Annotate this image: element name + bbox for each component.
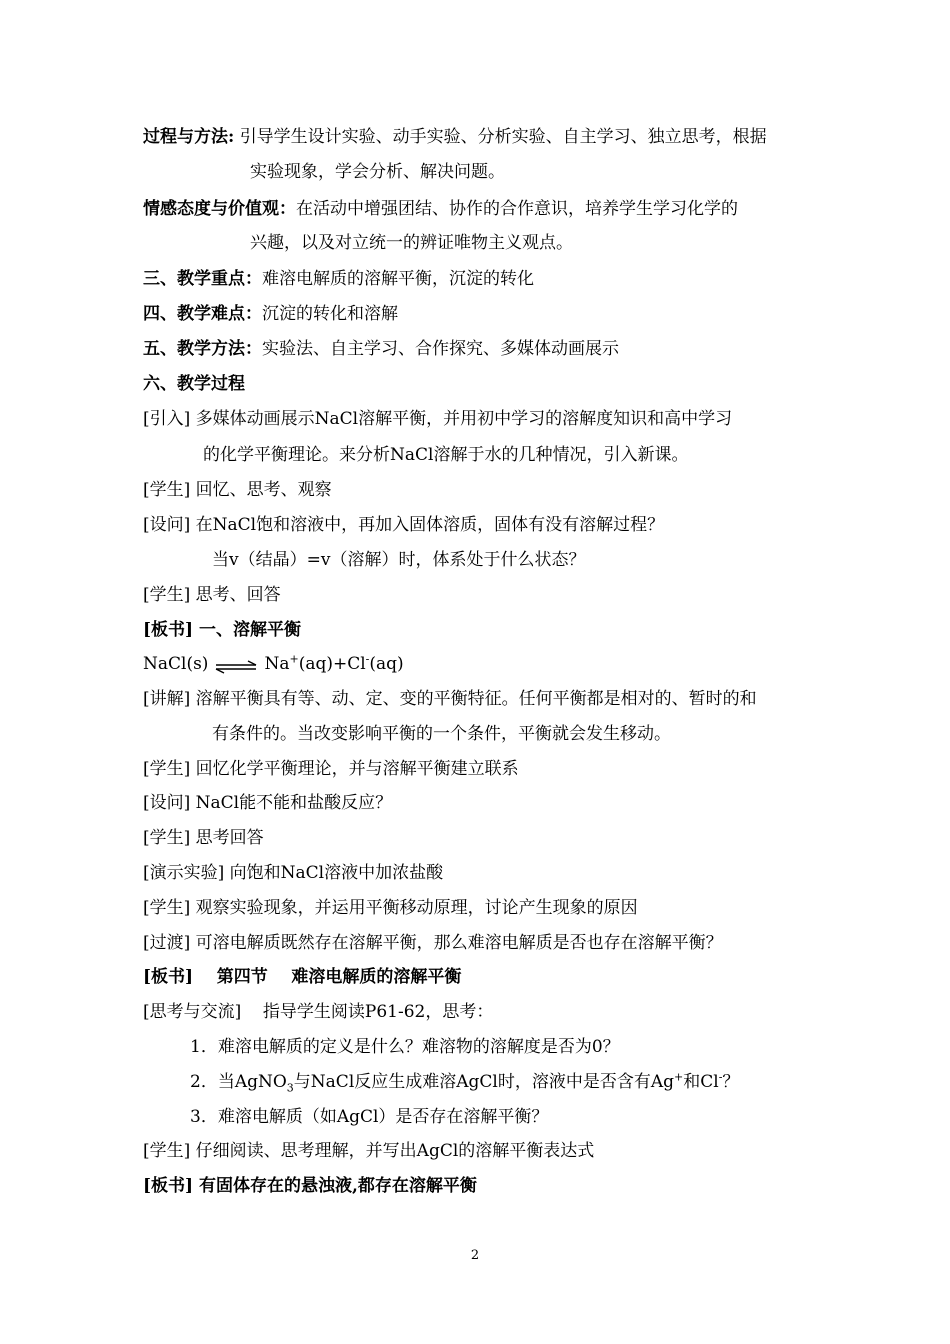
- equation-reactant: NaCl(s): [143, 654, 209, 674]
- q2-part-d: ？: [722, 1072, 740, 1092]
- q2-subscript: 3: [286, 1081, 294, 1095]
- section-5-label: 五、教学方法：: [143, 339, 262, 359]
- q2-part-c: 和Cl: [683, 1072, 719, 1092]
- equilibrium-arrow-icon: [214, 658, 258, 672]
- section-5: [143, 338, 619, 360]
- student-line-3: [学生] 回忆化学平衡理论，并与溶解平衡建立联系: [143, 759, 519, 779]
- intro-line: [引入] 多媒体动画展示NaCl溶解平衡，并用初中学习的溶解度知识和高中学习: [143, 409, 733, 429]
- section-6-heading: 六、教学过程: [143, 374, 245, 394]
- equation-plus-charge: +: [289, 652, 299, 666]
- intro-line-cont: 的化学平衡理论。来分析NaCl溶解于水的几种情况，引入新课。: [203, 445, 689, 465]
- process-method-label: 过程与方法: [143, 127, 228, 147]
- colon: :: [228, 127, 235, 147]
- question-line-1-cont: 当v（结晶）=v（溶解）时，体系处于什么状态？: [212, 550, 586, 570]
- emotion-text: 在活动中增强团结、协作的合作意识，培养学生学习化学的: [296, 199, 738, 219]
- equation-mid: (aq)+Cl: [298, 654, 366, 674]
- section-4-text: 沉淀的转化和溶解: [262, 304, 398, 324]
- emotion-text-cont: 兴趣，以及对立统一的辨证唯物主义观点。: [250, 233, 573, 253]
- emotion-label: 情感态度与价值观: [143, 199, 279, 219]
- section-4-label: 四、教学难点：: [143, 304, 262, 324]
- board-line-2: [板书] 第四节 难溶电解质的溶解平衡: [143, 967, 462, 987]
- process-method-text: 引导学生设计实验、动手实验、分析实验、自主学习、独立思考，根据: [239, 127, 767, 147]
- q2-minus-charge: -: [718, 1070, 723, 1084]
- q2-part-a: 2．当AgNO: [190, 1072, 287, 1092]
- student-line-5: [学生] 观察实验现象，并运用平衡移动原理，讨论产生现象的原因: [143, 898, 638, 918]
- section-5-text: 实验法、自主学习、合作探究、多媒体动画展示: [262, 339, 619, 359]
- think-question-2: [190, 1071, 739, 1093]
- section-3: [143, 268, 534, 290]
- student-line-2: [学生] 思考、回答: [143, 585, 281, 605]
- board-line-1: [板书] 一、溶解平衡: [143, 620, 302, 640]
- student-line-6: [学生] 仔细阅读、思考理解，并写出AgCl的溶解平衡表达式: [143, 1141, 595, 1161]
- q2-part-b: 与NaCl反应生成难溶AgCl时，溶液中是否含有Ag: [293, 1072, 675, 1092]
- page-number: 2: [470, 1248, 480, 1263]
- student-line-4: [学生] 思考回答: [143, 828, 264, 848]
- explain-line-cont: 有条件的。当改变影响平衡的一个条件，平衡就会发生移动。: [212, 724, 671, 744]
- question-line-1: [设问] 在NaCl饱和溶液中，再加入固体溶质，固体有没有溶解过程？: [143, 515, 665, 535]
- emotion-line: [143, 198, 738, 220]
- section-4: [143, 303, 398, 325]
- transition-line: [过渡] 可溶电解质既然存在溶解平衡，那么难溶电解质是否也存在溶解平衡？: [143, 933, 723, 953]
- question-line-2: [设问] NaCl能不能和盐酸反应？: [143, 793, 393, 813]
- process-method-line: [143, 126, 767, 148]
- section-3-text: 难溶电解质的溶解平衡，沉淀的转化: [262, 269, 534, 289]
- section-3-label: 三、教学重点：: [143, 269, 262, 289]
- process-method-text-cont: 实验现象，学会分析、解决问题。: [250, 162, 505, 182]
- equilibrium-equation: [143, 653, 404, 675]
- equation-end: (aq): [369, 654, 404, 674]
- student-line-1: [学生] 回忆、思考、观察: [143, 480, 332, 500]
- think-question-3: 3．难溶电解质（如AgCl）是否存在溶解平衡？: [190, 1107, 549, 1127]
- think-line: [思考与交流] 指导学生阅读P61-62，思考：: [143, 1002, 494, 1022]
- think-question-1: 1．难溶电解质的定义是什么？难溶物的溶解度是否为0？: [190, 1037, 620, 1057]
- equation-minus-charge: -: [365, 652, 370, 666]
- equation-na: Na: [264, 654, 290, 674]
- q2-plus-charge: +: [674, 1070, 684, 1084]
- demo-line: [演示实验] 向饱和NaCl溶液中加浓盐酸: [143, 863, 444, 883]
- board-line-3: [板书] 有固体存在的悬浊液,都存在溶解平衡: [143, 1176, 477, 1196]
- equilibrium-arrow-svg: [214, 660, 258, 674]
- colon: ：: [279, 199, 296, 219]
- explain-line: [讲解] 溶解平衡具有等、动、定、变的平衡特征。任何平衡都是相对的、暂时的和: [143, 689, 757, 709]
